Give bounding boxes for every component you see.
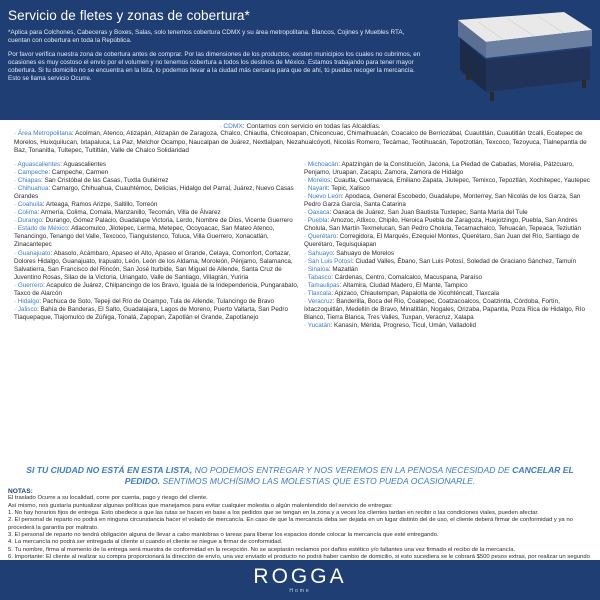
- state-entry: [14, 217, 300, 225]
- state-label: Hidalgo: [17, 297, 40, 305]
- state-municipalities: : Campeche, Carmen: [48, 169, 109, 177]
- state-municipalities: : Mazatlán: [328, 265, 358, 273]
- state-entry: [304, 250, 590, 258]
- note-line: 5. Tu nombre, firma al momento de la entrega será muestra de conformidad en la recepción. No se aceptarán reclamos por daños estético y/o faltantes una vez firmado el recibo de la mercancía.: [8, 546, 516, 553]
- state-municipalities: : Apodaca, General Escobedo, Guadalupe, Monterrey, San Nicolás de los Garza, San Pedro Garza García, Santa Catarina: [304, 193, 581, 209]
- bullet-icon: ·: [304, 233, 308, 241]
- state-label: Estado de México: [17, 225, 68, 233]
- state-entry: [14, 250, 300, 282]
- state-municipalities: : Abasolo, Acámbaro, Apaseo el Alto, Apaseo el Grande, Celaya, Comonfort, Cortazar, Dolores Hidalgo, Guanajuato, Irapuato, León, León de los Aldama, Moroleón, Pénjamo, Salamanca, Salvatierra, San Francisco del Rincón, San José Iturbide, San Miguel de Allende, Santa Cruz de Juventino Rosas, Silao de la Victoria, Uriangato, Valle de Santiago, Villagrán, Yuriria: [14, 249, 293, 281]
- intro-text: *Aplica para Colchones, Cabeceras y Boxes, Salas, solo tenemos cobertura CDMX y su área metropolitana. Blancos, Cojines y Muebles RTA, cuentan con cobertura en toda la República.: [8, 29, 405, 44]
- state-label: Colima: [17, 209, 38, 217]
- state-municipalities: : Camargo, Chihuahua, Cuauhtémoc, Delicias, Hidalgo del Parral, Juárez, Nuevo Casas Grandes: [14, 185, 294, 201]
- bullet-icon: ·: [14, 305, 18, 313]
- state-municipalities: : San Cristóbal de las Casas, Tuxtla Gutiérrez: [40, 177, 169, 185]
- state-municipalities: : Oaxaca de Juárez, San Juan Bautista Tuxtepec, Santa María del Tule: [329, 209, 528, 217]
- bullet-icon: ·: [14, 209, 18, 217]
- state-label: Querétaro: [307, 233, 337, 241]
- state-label: Puebla: [307, 217, 328, 225]
- bullet-icon: ·: [14, 161, 18, 168]
- state-entry: [14, 306, 300, 322]
- cdmx-text: : Contamos con servicio en todas las Alcaldías.: [242, 123, 381, 130]
- states-right-column: [304, 161, 590, 330]
- footer-banner: [0, 560, 600, 600]
- state-label: Oaxaca: [307, 209, 330, 217]
- state-municipalities: : Amozoc, Atlixco, Chipilo, Heroica Puebla de Zaragoza, Huejotzingo, Puebla, San Andrés Cholula, San Martín Texmelucan, San Pedro Cholula, Tecamachalco, Tehuacán, Tepeaca, Teziutlán: [304, 217, 582, 233]
- bed-image: [438, 8, 594, 112]
- state-entry: [304, 177, 590, 185]
- state-municipalities: : Altamira, Ciudad Madero, El Mante, Tampico: [339, 281, 468, 289]
- state-label: Coahuila: [17, 201, 43, 209]
- state-municipalities: : Cárdenas, Centro, Comalcalco, Macuspana, Paraíso: [331, 273, 483, 281]
- state-municipalities: : Pachuca de Soto, Tepeji del Río de Ocampo, Tula de Allende, Tulancingo de Bravo: [39, 297, 274, 305]
- state-label: Sinaloa: [307, 265, 329, 273]
- state-entry: [14, 185, 300, 201]
- area-label: Área Metropolitana: [17, 130, 72, 137]
- bullet-icon: ·: [14, 225, 18, 233]
- header-banner: [0, 0, 600, 120]
- coverage-warning: [20, 465, 580, 487]
- state-entry: [304, 233, 590, 249]
- state-label: Tabasco: [307, 273, 332, 281]
- warning-text-2: SENTIMOS MUCHÍSIMO LAS MOLESTIAS QUE ESTO PUEDA OCASIONARLE.: [160, 476, 476, 486]
- bullet-icon: ·: [14, 281, 18, 289]
- note-line: 2. El personal de reparto no podrá en ninguna circunstancia hacer el volado de mercancía. En caso de que la mercancía deba ser dejada en un lugar distinto del de uso, el cliente deberá firmar de conformidad y ya no procederá la garantía por maltrato.: [8, 517, 573, 531]
- bullet-icon: ·: [304, 321, 308, 329]
- state-municipalities: : Acapulco de Juárez, Chilpancingo de los Bravo, Iguala de la Independencia, Pungarabato, Taxco de Alarcón: [14, 281, 299, 297]
- state-label: Guerrero: [17, 281, 44, 289]
- state-entry: [14, 169, 300, 177]
- bullet-icon: ·: [304, 265, 308, 273]
- bullet-icon: ·: [14, 249, 18, 257]
- state-municipalities: : Apizaco, Chiautempan, Papalotla de Xicohténcatl, Tlaxcala: [331, 289, 500, 297]
- state-label: Jalisco: [17, 305, 38, 313]
- state-entry: [304, 161, 590, 177]
- state-municipalities: : Ciudad Valles, Ébano, San Luis Potosí, Soledad de Graciano Sánchez, Tamuín: [351, 257, 577, 265]
- bullet-icon: ·: [14, 185, 18, 193]
- state-entry: [304, 217, 590, 233]
- state-entry: [304, 266, 590, 274]
- state-label: Veracruz: [307, 297, 333, 305]
- state-entry: [304, 274, 590, 282]
- note-line: El traslado Ocurre a su localidad, corre por cuenta, pago y riesgo del cliente.: [8, 495, 208, 502]
- state-entry: [14, 177, 300, 185]
- state-label: Michoacán: [307, 161, 339, 168]
- state-label: Campeche: [17, 169, 49, 177]
- state-entry: [304, 193, 590, 209]
- state-municipalities: : Tepic, Xalisco: [327, 185, 370, 193]
- note-line: 4. La mercancía no podrá ser entregada al cliente si cuando el cliente se niegue a firmar de conformidad.: [8, 539, 283, 546]
- state-municipalities: : Banderilla, Boca del Río, Coatepec, Coatzacoalcos, Coatzintla, Córdoba, Fortín, Ixtaczoquitlán, Medellín de Bravo, Minatitlán, Nogales, Orizaba, Papantla, Poza Rica de Hidalgo, Río Blanco, Tierra Blanca, Tres Valles, Tuxpan, Veracruz, Xalapa: [304, 297, 586, 321]
- logo-subtitle: Home: [289, 588, 311, 594]
- header-text: [8, 8, 428, 83]
- states-left-column: [14, 161, 300, 322]
- bullet-icon: ·: [304, 161, 308, 168]
- bullet-icon: ·: [304, 185, 308, 193]
- note-line: 6. Importante: El cliente al realizar su compra proporcionará la dirección de envío, una vez enviado el producto no podrá haber cambio de domicilio, si esto sucediera se le cobrará $500 pesos extras, por realizar un segundo: [8, 554, 590, 561]
- state-municipalities: : Atlacomulco, Jilotepec, Lerma, Metepec, Ocoyoacac, San Mateo Atenco, Tenancingo, Tenango del Valle, Texcoco, Tianguistenco, Toluca, Villa Guerrero, Xonacatlán, Zinacantepec: [14, 225, 275, 249]
- area-metropolitana: [14, 130, 590, 156]
- warning-bold-1: SI TU CIUDAD NO ESTÁ EN ESTA LISTA,: [26, 465, 193, 475]
- state-municipalities: : Cuautla, Cuernavaca, Emiliano Zapata, Jiutepec, Temixco, Tepoztlán, Xochitepec, Yautepec: [330, 177, 590, 185]
- warning-text-1: NO PODEMOS ENTREGAR Y NOS VEREMOS EN LA PENOSA NECESIDAD DE: [192, 465, 513, 475]
- state-label: Tlaxcala: [307, 289, 332, 297]
- state-municipalities: : Arteaga, Ramos Arizpe, Saltillo, Torreón: [42, 201, 158, 209]
- state-municipalities: : Aguascalientes: [60, 161, 107, 168]
- bullet-icon: ·: [304, 257, 308, 265]
- state-label: Tamaulipas: [307, 281, 340, 289]
- state-label: San Luis Potosí: [307, 257, 352, 265]
- state-municipalities: : Armería, Colima, Comala, Manzanillo, Tecomán, Villa de Álvarez: [37, 209, 221, 217]
- page-title: Servicio de fletes y zonas de cobertura*: [8, 8, 250, 23]
- note-line: 3. El personal de reparto no tendrá obligación alguna de llevar a cabo maniobras o tareas para liberar los espacios donde colocar la mercancía que esté entregando.: [8, 532, 439, 539]
- state-municipalities: : Kanasín, Mérida, Progreso, Ticul, Umán, Valladolid: [330, 321, 476, 329]
- note-line: 1. No hay horarios fijos de entrega. Esto obedece a que las rutas se hacen en base a los pedidos que se tengan en la zona y a veces los clientes tardan en recibir o las condiciones viales, pueden afectar.: [8, 510, 539, 517]
- state-label: Durango: [17, 217, 43, 225]
- state-label: Nayarit: [307, 185, 328, 193]
- bullet-icon: ·: [304, 249, 308, 257]
- bullet-icon: ·: [14, 169, 18, 177]
- bullet-icon: ·: [304, 209, 308, 217]
- state-municipalities: : Sahuayo de Morelos: [332, 249, 394, 257]
- state-entry: [14, 209, 300, 217]
- state-entry: [304, 282, 590, 290]
- bullet-icon: ·: [304, 289, 308, 297]
- state-municipalities: : Corregidora, El Marqués, Ezequiel Montes, Querétaro, San Juan del Río, Santiago de Querétaro, Tequisquiapan: [304, 233, 580, 249]
- state-entry: [304, 298, 590, 322]
- bullet-icon: ·: [304, 273, 308, 281]
- state-label: Chihuahua: [17, 185, 49, 193]
- state-entry: [14, 161, 300, 169]
- state-entry: [304, 290, 590, 298]
- state-entry: [14, 282, 300, 298]
- bullet-icon: ·: [14, 130, 18, 137]
- coverage-notice: Por favor verifica nuestra zona de cobertura antes de comprar. Por las dimensiones de los productos, existen municipios los cuales no cubrimos, en ocasiones es muy costoso el envío por el volumen y no tenemos cobertura a todos los destinos de México. Estamos trabajando para tener mayor cobertura. Si tu domicilio no se encuentra en la lista, lo podemos llevar a la ciudad más cercana para que de ahí, tú puedas recoger la mercancía. Esto se llama servicio Ocurre.: [8, 51, 421, 82]
- state-label: Aguascalientes: [17, 161, 61, 168]
- state-label: Morelos: [307, 177, 331, 185]
- bullet-icon: ·: [14, 217, 18, 225]
- note-line: Así mismo, nos gustaría puntualizar algunas políticas que manejamos para evitar cualquier molestia o algún malentendido del servicio de entregas:: [8, 502, 393, 509]
- notes-title: NOTAS:: [8, 488, 33, 495]
- state-entry: [304, 322, 590, 330]
- state-entry: [304, 258, 590, 266]
- bullet-icon: ·: [304, 193, 308, 201]
- bullet-icon: ·: [304, 297, 308, 305]
- state-municipalities: : Bahía de Banderas, El Salto, Guadalajara, Lagos de Moreno, Puerto Vallarta, San Pedro Tlaquepaque, Tlajomulco de Zúñiga, Tonalá, Zapopan, Zapotlán el Grande, Zapotlanejo: [14, 305, 288, 321]
- cdmx-label: CDMX: [223, 123, 243, 130]
- state-municipalities: : Durango, Gómez Palacio, Guadalupe Victoria, Lerdo, Nombre de Dios, Vicente Guerrero: [42, 217, 293, 225]
- bullet-icon: ·: [14, 201, 18, 209]
- state-label: Guanajuato: [17, 249, 51, 257]
- state-entry: [14, 225, 300, 249]
- bullet-icon: ·: [14, 297, 18, 305]
- bullet-icon: ·: [304, 177, 308, 185]
- state-label: Chiapas: [17, 177, 41, 185]
- state-municipalities: : Apatzingán de la Constitución, Jacona, La Piedad de Cabadas, Morelia, Pátzcuaro, Penjamo, Uruapan, Zacapu, Zamora, Zamora de Hidalgo: [304, 161, 574, 177]
- bullet-icon: ·: [304, 281, 308, 289]
- bullet-icon: ·: [219, 123, 224, 130]
- state-label: Yucatán: [307, 321, 331, 329]
- notes-list: [8, 495, 592, 568]
- state-entry: [14, 298, 300, 306]
- state-label: Sahuayo: [307, 249, 333, 257]
- warning-bold-2: CANCELAR EL PEDIDO.: [124, 465, 574, 486]
- area-text: : Acolman, Atenco, Atizapán, Atizapán de Zaragoza, Chalco, Chiautla, Chicoloapan, Chiconcuac, Chimalhuacán, Coacalco de Berriozábal, Cuautitlán, Cuautitlán Izcalli, Ecatepec de Morelos, Huixquilucan, Ixtapaluca, La Paz, Melchor Ocampo, Naucalpan de Juárez, Nextlalpan, Nezahualcóyotl, Nicolás Romero, Tecámac, Teotihuacán, Tepotzotlán, Texcoco, Tezoyuca, Tlalnepantla de Baz, Tonanitla, Tultepec, Tultitlán, Valle de Chalco Solidaridad: [14, 130, 587, 155]
- state-entry: [304, 185, 590, 193]
- bullet-icon: ·: [304, 217, 308, 225]
- state-label: Nuevo León: [307, 193, 342, 201]
- bullet-icon: ·: [14, 177, 18, 185]
- rogga-logo: ROGGA: [253, 565, 347, 588]
- state-entry: [304, 209, 590, 217]
